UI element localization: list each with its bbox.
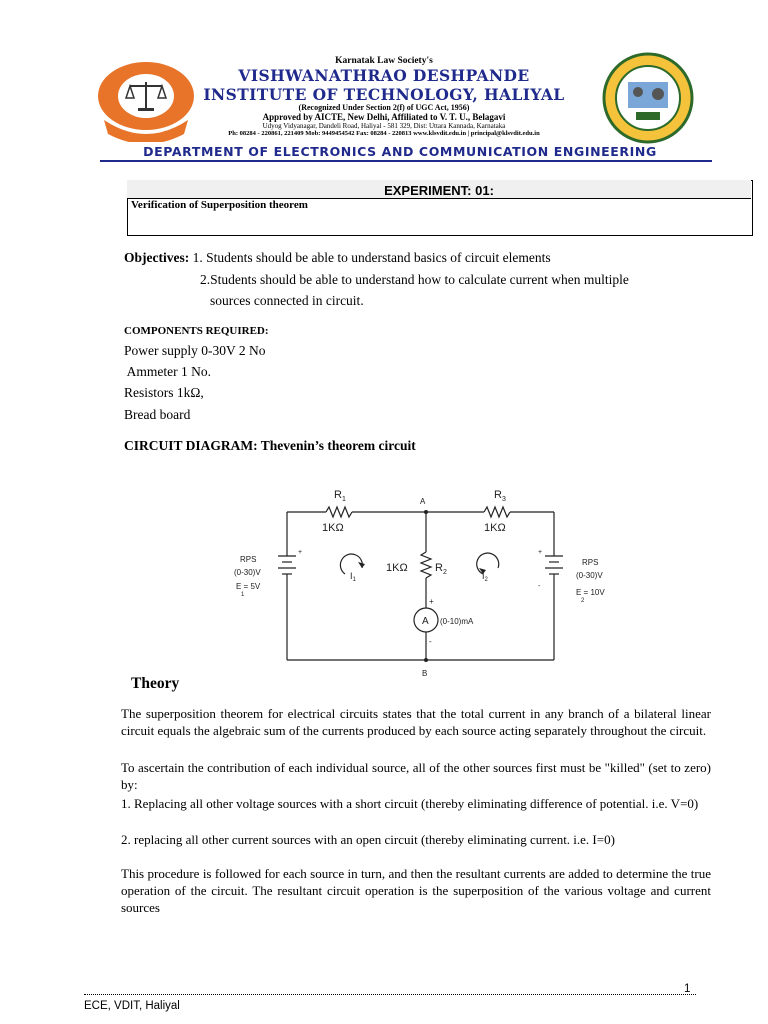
circuit-diagram: [220, 478, 620, 678]
institute-name-line2: INSTITUTE OF TECHNOLOGY, HALIYAL: [203, 85, 565, 104]
ammeter-minus: -: [429, 637, 432, 646]
header-divider: [100, 160, 712, 162]
ammeter-range: (0-10)mA: [440, 617, 474, 626]
loop-arrow-i1: [358, 562, 365, 568]
address-text: Udyog Vidyanagar, Dandeli Road, Haliyal - 581 329, Dist: Uttara Kannada, Karnataka: [262, 122, 506, 130]
component-item: Ammeter 1 No.: [124, 364, 211, 379]
right-source-type: RPS: [582, 558, 599, 567]
node-b-label: B: [422, 669, 428, 678]
society-name: Karnatak Law Society's: [335, 56, 433, 66]
footer-divider: [84, 994, 696, 995]
theory-paragraph-1: The superposition theorem for electrical circuits states that the total current in any branch of a bilateral linear circuit equals the algebraic sum of the currents produced by each source acting separately throughout the circuit.: [121, 706, 711, 738]
r3-value: 1KΩ: [484, 522, 506, 534]
left-source-plus: +: [298, 549, 303, 556]
r1-label: $R_1$: [334, 489, 346, 503]
component-item: Resistors 1kΩ,: [124, 385, 204, 400]
left-source-type: RPS: [240, 555, 257, 564]
node-a-dot: [424, 510, 428, 514]
approval-text: Approved by AICTE, New Delhi, Affiliated to V. T. U., Belagavi: [262, 112, 506, 122]
loop-current-i2: $I_2$: [482, 571, 488, 583]
right-source-plus: +: [538, 549, 543, 556]
r3-label: $R_3$: [494, 489, 506, 503]
left-source-range: (0-30)V: [234, 568, 261, 577]
objective-2-line1: 2.Students should be able to understand how to calculate current when multiple: [200, 272, 629, 287]
contact-text: Ph: 08284 - 220861, 221409 Mob: 9449454542 Fax: 08284 - 220813 www.klsvdit.edu.in | principal@klsvdit.edu.in: [228, 130, 540, 137]
r2-value: 1KΩ: [386, 562, 408, 574]
node-b-dot: [424, 658, 428, 662]
theory-paragraph-3: This procedure is followed for each source in turn, and then the resultant currents are added to determine the true operation of the circuit. The resultant circuit operation is the superposition of the various voltage and current sources: [121, 866, 711, 915]
objective-1: 1. Students should be able to understand basics of circuit elements: [189, 250, 551, 265]
left-source-value: E = 5V: [236, 582, 261, 591]
objective-2-line2: sources connected in circuit.: [210, 293, 364, 308]
r1-value: 1KΩ: [322, 522, 344, 534]
right-source-subscript: 2: [581, 598, 585, 604]
node-a-label: A: [420, 497, 426, 506]
department-name: DEPARTMENT OF ELECTRONICS AND COMMUNICATION ENGINEERING: [143, 144, 657, 159]
right-source-value: E = 10V: [576, 588, 605, 597]
components-heading: COMPONENTS REQUIRED:: [124, 325, 269, 337]
ammeter-plus: +: [429, 597, 434, 606]
institute-name-line1: VISHWANATHRAO DESHPANDE: [238, 66, 530, 85]
theory-heading: Theory: [131, 675, 180, 692]
theory-paragraph-2: To ascertain the contribution of each individual source, all of the other sources first must be "killed" (set to zero) by:: [121, 760, 711, 792]
experiment-title: EXPERIMENT: 01:: [384, 183, 494, 198]
page-number: 1: [684, 983, 691, 995]
component-item: Bread board: [124, 407, 191, 422]
loop-current-i1: $I_1$: [350, 571, 356, 583]
ammeter-symbol: A: [422, 616, 429, 627]
right-source-range: (0-30)V: [576, 571, 603, 580]
right-source-minus: -: [538, 583, 541, 590]
objectives-label: Objectives:: [124, 250, 190, 265]
left-source-subscript: 1: [241, 592, 245, 598]
footer-text: ECE, VDIT, Haliyal: [84, 1000, 180, 1012]
objectives-line1: [124, 250, 551, 266]
recognition-text: (Recognized Under Section 2(f) of UGC Act, 1956): [298, 103, 470, 112]
theory-list-item-2: 2. replacing all other current sources with an open circuit (thereby eliminating current. i.e. I=0): [121, 832, 615, 847]
experiment-subtitle: Verification of Superposition theorem: [131, 199, 308, 211]
theory-list-item-1: 1. Replacing all other voltage sources with a short circuit (thereby eliminating difference of potential. i.e. V=0): [121, 796, 699, 811]
circuit-heading: CIRCUIT DIAGRAM: Thevenin’s theorem circuit: [124, 438, 416, 453]
component-item: Power supply 0-30V 2 No: [124, 343, 266, 358]
r2-label: $R_2$: [435, 562, 447, 576]
